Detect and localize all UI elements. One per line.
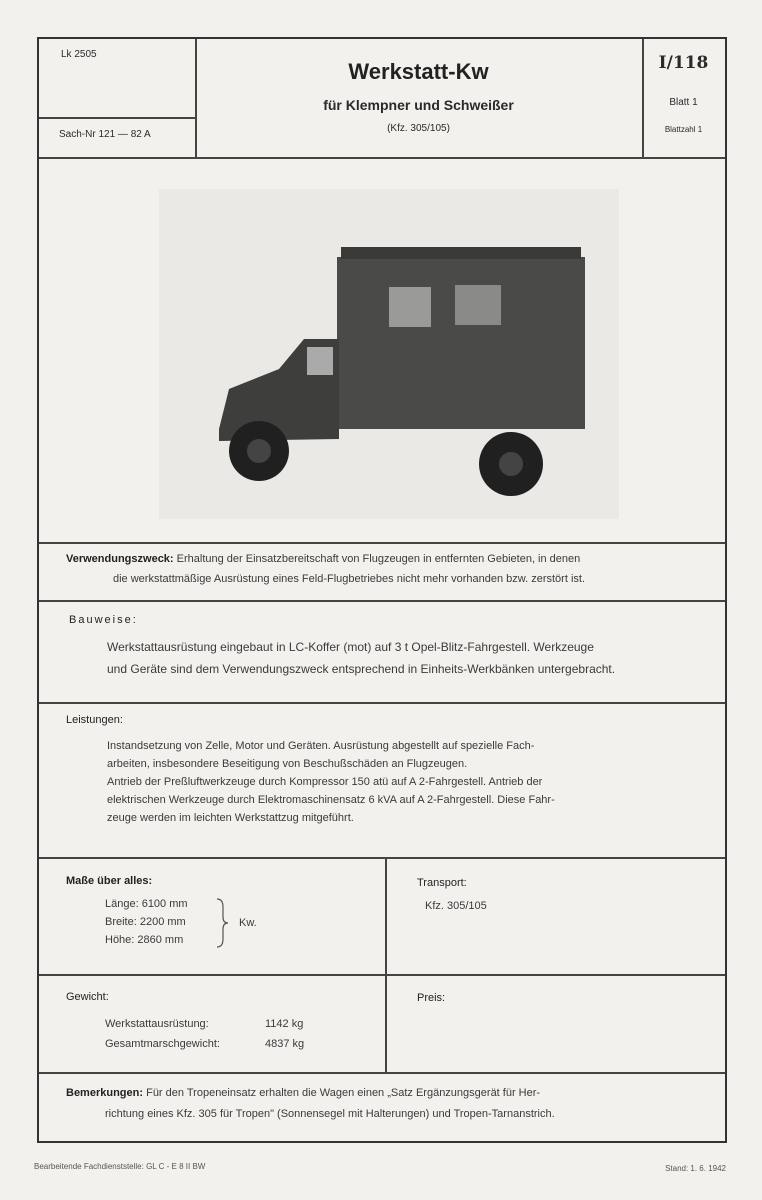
leistungen-line: arbeiten, insbesondere Beseitigung von Beschußschäden an Flugzeugen.	[107, 758, 468, 770]
kfz-label: (Kfz. 305/105)	[387, 123, 450, 134]
leistungen-line: elektrischen Werkzeuge durch Elektromaschinensatz 6 kVA auf A 2-Fahrgestell. Diese Fahr-	[107, 794, 555, 806]
form-frame	[37, 37, 727, 1143]
verwendungszweck-text-2: die werkstattmäßige Ausrüstung eines Feld-Flugbetriebes nicht mehr vorhanden bzw. zerstört ist.	[113, 573, 586, 585]
gewicht-name-1: Werkstattausrüstung:	[105, 1018, 209, 1030]
masse-rows	[105, 895, 188, 949]
bemerkungen	[66, 1084, 540, 1102]
divider	[39, 702, 725, 704]
footer-date: Stand: 1. 6. 1942	[665, 1164, 726, 1173]
bauweise-label: Bauweise:	[69, 614, 138, 626]
transport-value: Kfz. 305/105	[425, 900, 487, 912]
truck-photo	[159, 189, 619, 519]
masse-unit: Kw.	[239, 917, 257, 929]
leistungen-line: zeuge werden im leichten Werkstattzug mitgeführt.	[107, 812, 354, 824]
preis-label: Preis:	[417, 992, 446, 1004]
sheet-number: I/118	[658, 53, 709, 73]
lk-number: Lk 2505	[61, 49, 97, 60]
gewicht-value-2: 4837 kg	[265, 1038, 305, 1050]
verwendungszweck-label: Verwendungszweck:	[66, 553, 174, 565]
leistungen-text	[107, 737, 555, 827]
verwendungszweck	[66, 550, 580, 568]
subtitle: für Klempner und Schweißer	[323, 97, 514, 113]
transport-label: Transport:	[417, 877, 467, 889]
hoehe: Höhe: 2860 mm	[105, 934, 184, 946]
verwendungszweck-text: Erhaltung der Einsatzbereitschaft von Flugzeugen in entfernten Gebieten, in denen	[176, 553, 581, 565]
laenge: Länge: 6100 mm	[105, 898, 188, 910]
leistungen-line: Instandsetzung von Zelle, Motor und Geräten. Ausrüstung abgestellt auf spezielle Fach-	[107, 740, 535, 752]
gewicht-value-1: 1142 kg	[265, 1018, 304, 1030]
gewicht-label: Gewicht:	[66, 991, 109, 1003]
bauweise-text-2: und Geräte sind dem Verwendungszweck entsprechend in Einheits-Werkbänken untergebracht.	[107, 662, 616, 676]
divider	[385, 857, 387, 1072]
brace-icon	[215, 897, 229, 949]
leistungen-label: Leistungen:	[66, 714, 123, 726]
masse-label: Maße über alles:	[66, 875, 153, 887]
blatt: Blatt 1	[669, 97, 698, 108]
bemerkungen-text: Für den Tropeneinsatz erhalten die Wagen einen „Satz Ergänzungsgerät für Her-	[146, 1087, 541, 1099]
sach-number: Sach-Nr 121 — 82 A	[59, 129, 151, 140]
divider	[39, 857, 725, 859]
divider	[39, 157, 725, 159]
footer-office: Bearbeitende Fachdienststelle: GL C - E 8 II BW	[34, 1162, 206, 1171]
divider	[39, 974, 725, 976]
gewicht-name-2: Gesamtmarschgewicht:	[105, 1038, 220, 1050]
divider	[39, 1072, 725, 1074]
page-title: Werkstatt-Kw	[348, 59, 489, 84]
divider	[39, 117, 195, 119]
divider	[39, 600, 725, 602]
divider	[39, 542, 725, 544]
bemerkungen-text-2: richtung eines Kfz. 305 für Tropen" (Sonnensegel mit Halterungen) und Tropen-Tarnanstrich.	[105, 1108, 555, 1120]
bemerkungen-label: Bemerkungen:	[66, 1087, 144, 1099]
blattzahl: Blattzahl 1	[664, 125, 703, 134]
breite: Breite: 2200 mm	[105, 916, 186, 928]
bauweise-text-1: Werkstattausrüstung eingebaut in LC-Koffer (mot) auf 3 t Opel-Blitz-Fahrgestell. Werkzeuge	[107, 640, 594, 654]
leistungen-line: Antrieb der Preßluftwerkzeuge durch Kompressor 150 atü auf A 2-Fahrgestell. Antrieb der	[107, 776, 543, 788]
